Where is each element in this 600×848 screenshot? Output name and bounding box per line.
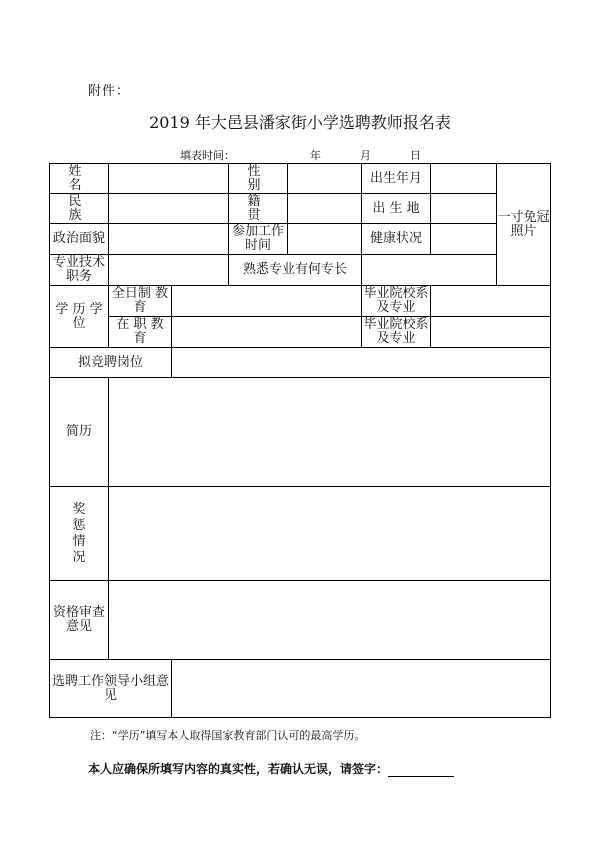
review-field[interactable] xyxy=(109,581,551,660)
leader-opinion-label: 选聘工作领导小组意见 xyxy=(50,660,172,718)
photo-box[interactable]: 一寸免冠照片 xyxy=(497,164,551,286)
year-label: 年 xyxy=(310,149,321,162)
awards-field[interactable] xyxy=(109,487,551,581)
inservice-edu-label: 在 职 教 育 xyxy=(109,317,172,348)
birthplace-label: 出 生 地 xyxy=(362,194,431,224)
birthplace-field[interactable] xyxy=(431,194,497,224)
title-post-label: 专业技术职务 xyxy=(50,255,109,286)
health-label: 健康状况 xyxy=(362,224,431,255)
work-start-field[interactable] xyxy=(288,224,362,255)
month-label: 月 xyxy=(360,149,371,162)
footnote: 注：“学历”填写本人取得国家教育部门认可的最高学历。 xyxy=(90,729,366,742)
leader-opinion-field[interactable] xyxy=(172,660,551,718)
ethnicity-label: 民 族 xyxy=(50,194,109,224)
resume-label: 简历 xyxy=(50,378,109,487)
political-status-label: 政治面貌 xyxy=(50,224,109,255)
grad-school-label-2: 毕业院校系及专业 xyxy=(363,317,429,346)
fill-time-label: 填表时间： xyxy=(180,149,235,162)
birth-field[interactable] xyxy=(431,164,497,194)
signature-line[interactable] xyxy=(388,764,454,777)
grad-school-label-1: 毕业院校系及专业 xyxy=(363,286,429,315)
fulltime-edu-label: 全日制 教 育 xyxy=(109,286,172,317)
review-label: 资格审查意见 xyxy=(50,581,109,660)
pledge-statement xyxy=(88,760,454,777)
native-place-field[interactable] xyxy=(288,194,362,224)
awards-label-cell xyxy=(50,487,109,581)
native-place-label: 籍 贯 xyxy=(229,194,288,224)
attachment-label: 附件： xyxy=(88,84,131,99)
name-field[interactable] xyxy=(109,164,229,194)
application-form-table xyxy=(49,163,551,718)
education-degree-label: 学 历 学 位 xyxy=(50,286,109,348)
page-title: 2019 年大邑县潘家街小学选聘教师报名表 xyxy=(149,113,451,132)
gender-label: 性 别 xyxy=(229,164,288,194)
title-post-field[interactable] xyxy=(109,255,229,286)
pledge-text: 本人应确保所填写内容的真实性，若确认无误，请签字： xyxy=(88,762,389,776)
health-field[interactable] xyxy=(431,224,497,255)
target-post-field[interactable] xyxy=(172,348,551,378)
birth-label: 出生年月 xyxy=(362,164,431,194)
work-start-label: 参加工作时间 xyxy=(229,224,288,255)
fulltime-edu-field[interactable] xyxy=(172,286,362,317)
name-label: 姓 名 xyxy=(50,164,109,194)
target-post-label: 拟竞聘岗位 xyxy=(50,348,172,378)
ethnicity-field[interactable] xyxy=(109,194,229,224)
specialty-field[interactable] xyxy=(362,255,497,286)
day-label: 日 xyxy=(410,149,421,162)
inservice-edu-field[interactable] xyxy=(172,317,362,348)
awards-label: 奖惩情况 xyxy=(72,501,86,565)
resume-field[interactable] xyxy=(109,378,551,487)
political-status-field[interactable] xyxy=(109,224,229,255)
specialty-label: 熟悉专业有何专长 xyxy=(229,255,362,286)
grad-school-field-1[interactable] xyxy=(431,286,551,317)
gender-field[interactable] xyxy=(288,164,362,194)
grad-school-field-2[interactable] xyxy=(431,317,551,348)
